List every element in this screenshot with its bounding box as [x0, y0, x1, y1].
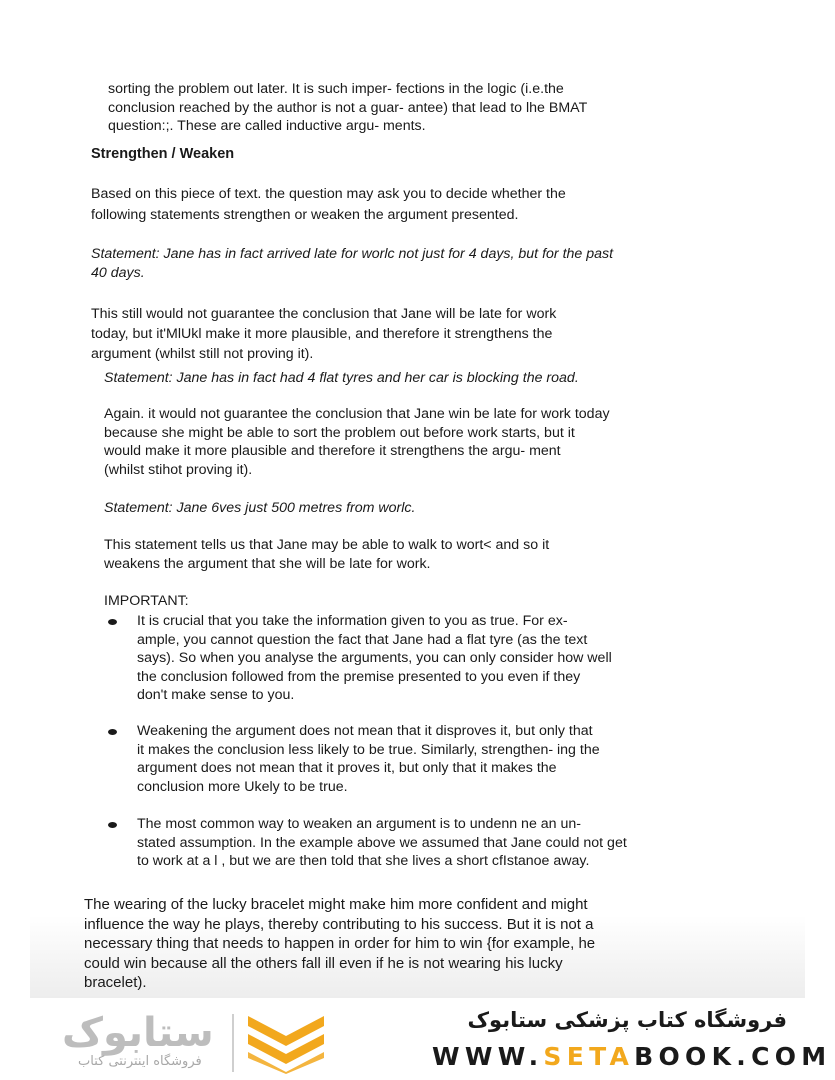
text-line: Statement: Jane has in fact arrived late for worlc not just for 4 days, but for the past: [91, 246, 614, 262]
shop-name: فروشگاه کتاب پزشکی ستابوک: [467, 1008, 787, 1032]
chevron-logo-icon: [244, 1012, 328, 1074]
text-line: conclusion more Ukely to be true.: [137, 778, 348, 795]
text-line: Based on this piece of text. the question may ask you to decide whether the: [91, 186, 566, 202]
section-heading: Strengthen / Weaken: [91, 146, 235, 162]
text-line: argument (whilst still not proving it).: [91, 346, 314, 362]
statement-two: [104, 369, 744, 388]
text-line: don't make sense to you.: [137, 687, 295, 704]
text-line: could win because all the others fall ill even if he is not wearing his lucky: [84, 954, 563, 972]
analysis-three: [104, 536, 744, 573]
text-line: The wearing of the lucky bracelet might make him more confident and might: [84, 896, 588, 913]
text-line: following statements strengthen or weaken the argument presented.: [91, 207, 519, 223]
closing-paragraph: [84, 895, 754, 993]
text-line: necessary thing that needs to happen in order for him to win {for example, he: [84, 935, 596, 952]
bullet-icon: [108, 729, 117, 735]
text-line: today, but it'MlUkl make it more plausible, and therefore it strengthens the: [91, 326, 553, 342]
text-line: Statement: Jane 6ves just 500 metres from worlc.: [104, 500, 416, 516]
text-line: Statement: Jane has in fact had 4 flat tyres and her car is blocking the road.: [104, 370, 579, 386]
text-line: influence the way he plays, thereby contributing to his success. But it is not a: [84, 915, 594, 933]
text-line: (whilst stihot proving it).: [104, 461, 253, 478]
analysis-two: [104, 405, 744, 479]
url-prefix: WWW.: [432, 1042, 544, 1071]
url-accent: SETA: [543, 1042, 635, 1071]
text-line: because she might be able to sort the problem out before work starts, but it: [104, 424, 575, 441]
logo-wordmark: ستابوک: [62, 1010, 214, 1056]
url-suffix: BOOK.COM: [634, 1042, 832, 1071]
bullet-icon: [108, 619, 117, 625]
text-line: The most common way to weaken an argument is to undenn ne an un-: [137, 816, 582, 832]
text-line: to work at a l , but we are then told that she lives a short cfIstanoe away.: [137, 853, 590, 870]
bullet-icon: [108, 822, 117, 828]
text-line: conclusion reached by the author is not a guar- antee) that lead to lhe BMAT: [108, 99, 588, 116]
intro-paragraph: [108, 80, 748, 136]
text-line: would make it more plausible and therefore it strengthens the argu- ment: [104, 443, 561, 460]
text-line: the conclusion followed from the premise presented to you even if they: [137, 668, 581, 685]
logo-subtitle: فروشگاه اینترنتی کتاب: [78, 1054, 202, 1069]
text-line: argument does not mean that it proves it, but only that it makes the: [137, 760, 557, 777]
important-point-three: [137, 815, 722, 871]
text-line: sorting the problem out later. It is such imper- fections in the logic (i.e.the: [108, 81, 564, 97]
intro-explanation: [91, 184, 751, 226]
logo-divider: [232, 1014, 234, 1072]
important-label: IMPORTANT:: [104, 593, 189, 609]
important-point-one: [137, 612, 722, 705]
text-line: This statement tells us that Jane may be able to walk to wort< and so it: [104, 537, 550, 553]
text-line: It is crucial that you take the information given to you as true. For ex-: [137, 613, 568, 629]
statement-one: [91, 245, 751, 283]
text-line: stated assumption. In the example above we assumed that Jane could not get: [137, 834, 627, 851]
text-line: Again. it would not guarantee the conclusion that Jane win be late for work today: [104, 406, 610, 422]
text-line: weakens the argument that she will be late for work.: [104, 555, 431, 572]
text-line: it makes the conclusion less likely to be true. Similarly, strengthen- ing the: [137, 741, 600, 758]
text-line: says). So when you analyse the arguments, you can only consider how well: [137, 650, 612, 667]
text-line: 40 days.: [91, 265, 145, 281]
important-point-two: [137, 722, 722, 796]
text-line: Weakening the argument does not mean that it disproves it, but only that: [137, 723, 593, 739]
text-line: ample, you cannot question the fact that Jane had a flat tyre (as the text: [137, 631, 588, 648]
statement-three: [104, 499, 744, 518]
footer-banner: [0, 998, 835, 1080]
text-line: bracelet).: [84, 974, 147, 991]
text-line: question:;. These are called inductive argu- ments.: [108, 118, 426, 135]
text-line: This still would not guarantee the conclusion that Jane will be late for work: [91, 306, 557, 322]
analysis-one: [91, 304, 751, 364]
website-url[interactable]: [432, 1042, 831, 1071]
